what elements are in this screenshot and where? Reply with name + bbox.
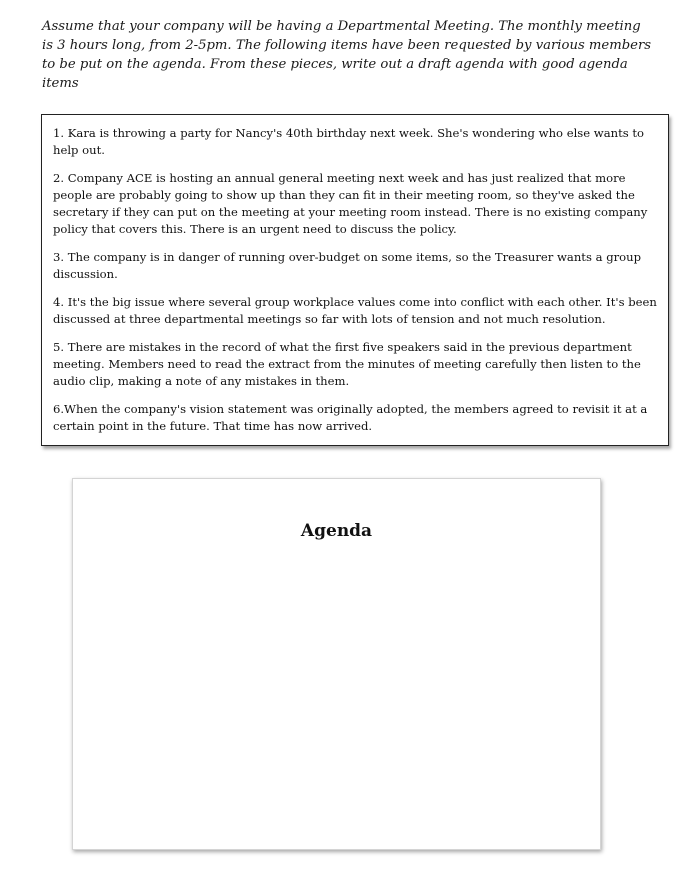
agenda-items-box — [41, 114, 669, 446]
agenda-item-2: 2. Company ACE is hosting an annual general meeting next week and has just realized that more people are probably going to show up than they can fit in their meeting room, so they've asked the secretary if they can put on the meeting at your meeting room instead. There is no existing company policy that covers this. There is an urgent need to discuss the policy. — [53, 171, 648, 236]
agenda-item-1: 1. Kara is throwing a party for Nancy's 40th birthday next week. She's wondering who else wants to help out. — [53, 126, 645, 157]
agenda-title: Agenda — [300, 521, 373, 541]
instructions-text: Assume that your company will be having a Departmental Meeting. The monthly meeting is 3 hours long, from 2-5pm. The following items have been requested by various members to be put on the agenda. From these pieces, write out a draft agenda with good agenda items — [42, 19, 652, 91]
agenda-item-4: 4. It's the big issue where several group workplace values come into conflict with each other. It's been discussed at three departmental meetings so far with lots of tension and not much resolution. — [53, 295, 657, 326]
agenda-item-3: 3. The company is in danger of running over-budget on some items, so the Treasurer wants a group discussion. — [53, 250, 642, 281]
agenda-item-6: 6.When the company's vision statement was originally adopted, the members agreed to revisit it at a certain point in the future. That time has now arrived. — [53, 402, 648, 433]
agenda-writing-box[interactable] — [72, 478, 601, 850]
agenda-item-5: 5. There are mistakes in the record of what the first five speakers said in the previous department meeting. Members need to read the extract from the minutes of meeting carefully then listen to the audio clip, making a note of any mistakes in them. — [53, 340, 641, 388]
